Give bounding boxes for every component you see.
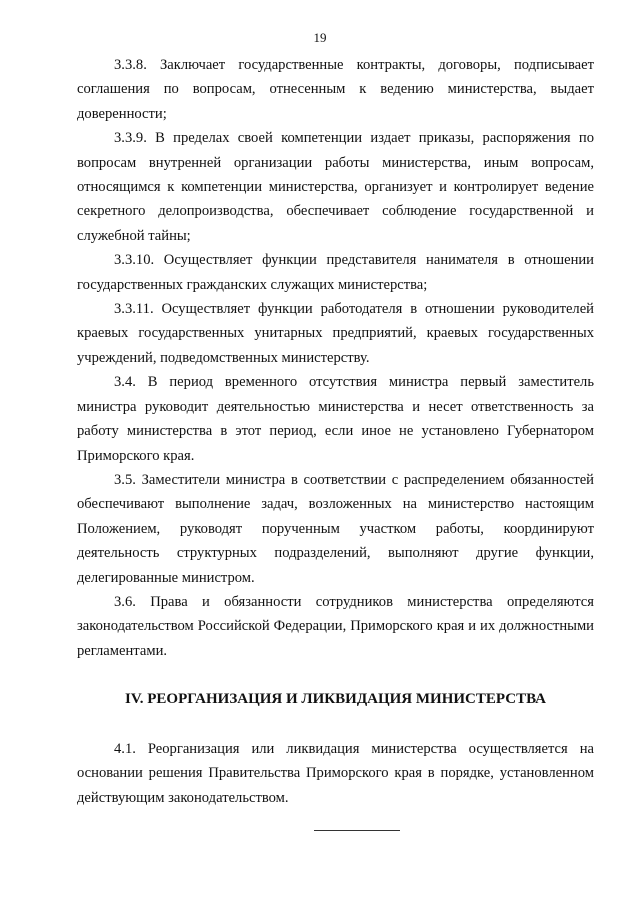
paragraph-3-3-9: 3.3.9. В пределах своей компетенции издает приказы, распоряжения по вопросам внутренней организации работы министерства, иным вопросам, относящимся к компетенции министерства, организует и контролирует ведение секретного делопроизводства, обеспечивает соблюдение государственной и служебной тайны; (77, 130, 594, 244)
page-number: 19 (313, 30, 327, 45)
section-heading: IV. РЕОРГАНИЗАЦИЯ И ЛИКВИДАЦИЯ МИНИСТЕРСТВА (125, 691, 546, 707)
end-of-document-rule (314, 830, 400, 831)
section-body (77, 737, 594, 810)
paragraph-3-3-10: 3.3.10. Осуществляет функции представителя нанимателя в отношении государственных гражданских служащих министерства; (77, 252, 594, 293)
paragraph-3-3-8: 3.3.8. Заключает государственные контракты, договоры, подписывает соглашения по вопросам, отнесенным к ведению министерства, выдает доверенности; (77, 57, 594, 122)
paragraph-3-4: 3.4. В период временного отсутствия министра первый заместитель министра руководит деятельностью министерства и несет ответственность за работу министерства в этот период, если иное не установлено Губернатором Приморского края. (77, 374, 594, 464)
paragraph-3-3-11: 3.3.11. Осуществляет функции работодателя в отношении руководителей краевых государственных унитарных предприятий, краевых государственных учреждений, подведомственных министерству. (77, 301, 594, 366)
paragraph-3-5: 3.5. Заместители министра в соответствии с распределением обязанностей обеспечивают выполнение задач, возложенных на министерство настоящим Положением, руководят порученным участком работы, координируют деятельность структурных подразделений, выполняют другие функции, делегированные министром. (77, 471, 594, 586)
document-body (77, 53, 594, 663)
paragraph-3-6: 3.6. Права и обязанности сотрудников министерства определяются законодательством Российской Федерации, Приморского края и их должностными регламентами. (77, 593, 594, 659)
paragraph-4-1: 4.1. Реорганизация или ликвидация министерства осуществляется на основании решения Правительства Приморского края в порядке, установленном действующим законодательством. (77, 741, 594, 806)
